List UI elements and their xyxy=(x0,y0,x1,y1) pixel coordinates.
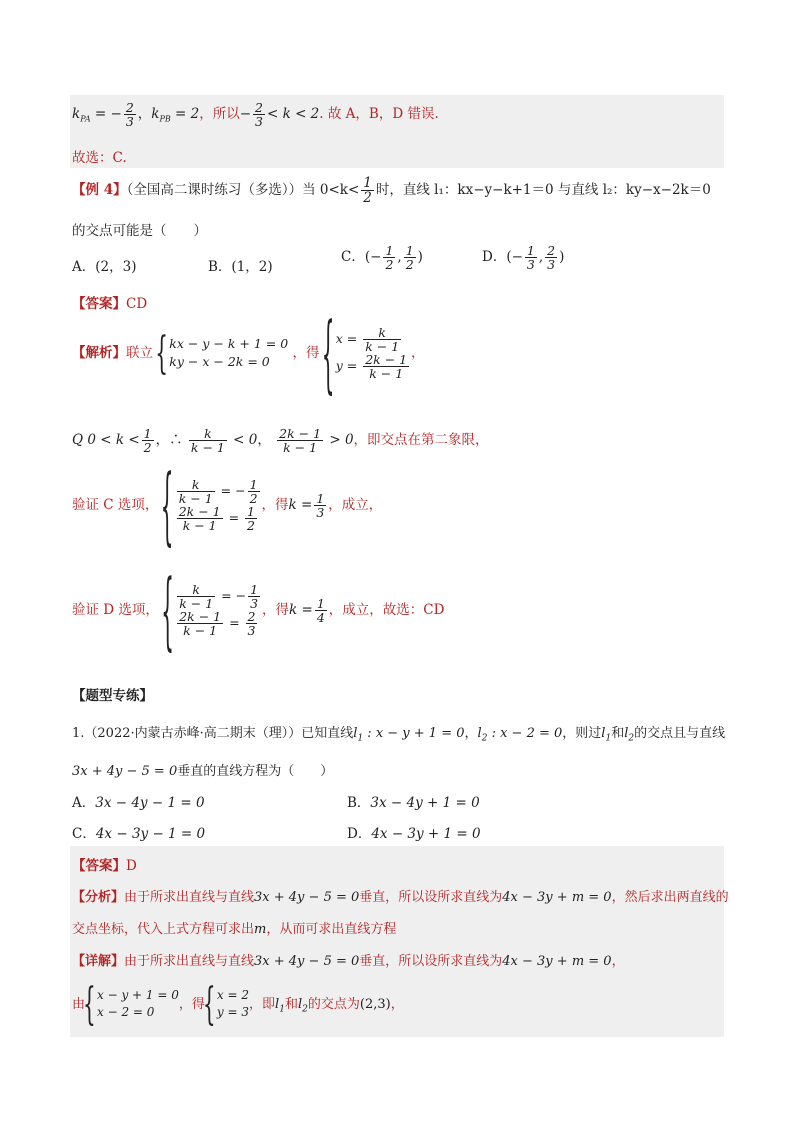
q1-option-c: C．4x − 3y − 1 = 0 xyxy=(72,826,206,842)
prev-text-wrong: . 故 A，B，D 错误. xyxy=(319,106,439,123)
q1-option-a: A．3x − 4y − 1 = 0 xyxy=(72,795,205,811)
q1-stem: 1.（2022·内蒙古赤峰·高二期末（理））已知直线$l_1$ : x − y + 1 = 0，$l_2$ : x − 2 = 0，则过$l_1$和$l_2$的交点且与直线 xyxy=(72,726,726,744)
example4-stem-b: 时，直线 l₁：kx−y−k+1＝0 与直线 l₂：ky−x−2k＝0 xyxy=(375,182,711,199)
example4-option-a: A．(2，3) xyxy=(72,259,137,275)
q1-xiangjie: 【详解】由于所求出直线与直线3x + 4y − 5 = 0垂直，所以设所求直线为4x − 3y + m = 0， xyxy=(72,954,625,969)
prev-answer-line: 故选：C. xyxy=(72,150,127,166)
q1-option-b: B．3x − 4y + 1 = 0 xyxy=(347,795,480,811)
example4-stem-line2: 的交点可能是（ ） xyxy=(72,223,207,239)
example4-stem-a: 当 0<k< xyxy=(302,182,360,199)
example4-option-b: B．(1，2) xyxy=(208,259,273,275)
example4-verify-d: 验证 D 选项， { $\frac{k}{k - 1}$ = − $\frac{1}{3}$ $\frac{2k - 1}{k - 1}$ = $\frac{2}{3}$ ，得k = $\frac{1}{4}$ ，成立，故选：CD xyxy=(72,583,444,638)
section-title: 【题型专练】 xyxy=(72,688,153,704)
example4-q-line: Q 0 < k < $\frac{1}{2}$ ，∴ $\frac{k}{k - 1}$ < 0， $\frac{2k - 1}{k - 1}$ > 0，即交点在第二象限， xyxy=(72,426,489,456)
q1-fenxi-line2: 交点坐标，代入上式方程可求出m，从而可求出直线方程 xyxy=(72,922,397,937)
example4-tag: 【例 4】 xyxy=(72,182,127,199)
q1-stem-line2: 3x + 4y − 5 = 0垂直的直线方程为（ ） xyxy=(72,764,334,779)
example4-option-d: D．(− $\frac{1}{3}$ , $\frac{2}{3}$ ) xyxy=(482,243,565,273)
example4-stem: 【例 4】（全国高二课时练习（多选））当 0<k< $\frac{1}{2}$ 时，直线 l₁：kx−y−k+1＝0 与直线 l₂：ky−x−2k＝0 xyxy=(72,175,711,207)
example4-answer: 【答案】CD xyxy=(72,296,148,312)
q1-fenxi: 【分析】由于所求出直线与直线3x + 4y − 5 = 0垂直，所以设所求直线为4x − 3y + m = 0，然后求出两直线的 xyxy=(72,890,729,905)
example4-option-c: C．(− $\frac{1}{2}$ , $\frac{1}{2}$ ) xyxy=(341,243,423,273)
q1-option-d: D．4x − 3y + 1 = 0 xyxy=(347,826,481,842)
prev-solution-line1: $k_{PA}$ = − $\frac{2}{3}$ ，$k_{PB} = 2$，所以− $\frac{2}{3}$ < k < 2. 故 A，B，D 错误. xyxy=(72,100,439,130)
q1-last-line: 由 { x − y + 1 = 0 x − 2 = 0 ，得 { x = 2 y = 3 ，即$l_1$和$l_2$的交点为(2,3)， xyxy=(72,987,404,1022)
example4-verify-c: 验证 C 选项， { $\frac{k}{k - 1}$ = − $\frac{1}{2}$ $\frac{2k - 1}{k - 1}$ = $\frac{1}{2}$ ，得k = $\frac{1}{3}$ ，成立， xyxy=(72,478,382,533)
prev-text-so: ，所以 xyxy=(199,106,240,123)
example4-analysis: 【解析】联立 { kx − y − k + 1 = 0 ky − x − 2k = 0 ，得 { x = $\frac{k}{k - 1}$ y = $\frac{2k - 1}{k - 1}$ ， xyxy=(72,326,425,381)
q1-answer: 【答案】D xyxy=(72,858,137,874)
example4-source: （全国高二课时练习（多选）） xyxy=(126,182,303,199)
